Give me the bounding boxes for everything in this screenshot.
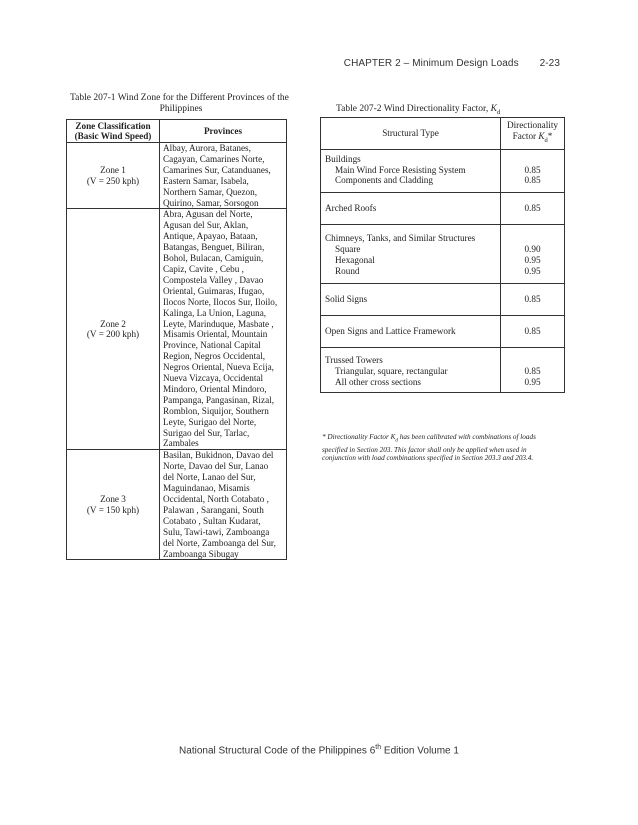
directionality-table-body (321, 149, 565, 392)
footer-superscript: th (375, 744, 382, 751)
provinces-column-header: Provinces (160, 120, 287, 143)
province-line: Norte, Davao del Sur, Lanao (163, 461, 269, 472)
province-line: Surigao del Sur, Tarlac, (163, 427, 250, 438)
zone-label: Zone 2 (100, 318, 126, 329)
table-row (321, 149, 565, 193)
table-header-row (321, 118, 565, 150)
factor-cell (501, 347, 565, 392)
table1-caption-line1: Table 207-1 Wind Zone for the Different Provinces of the (70, 93, 289, 103)
province-line: Negros Oriental, Nueva Ecija, (163, 362, 274, 373)
wind-zone-table-body (67, 143, 287, 560)
factor-value: 0.85 (501, 315, 565, 347)
factor-value: 0.85 (501, 283, 565, 315)
zone-wind-speed: (V = 200 kph) (86, 329, 140, 340)
province-line: Occidental, North Cotabato , (163, 494, 269, 504)
wind-zone-table (66, 119, 287, 560)
province-line: Eastern Samar, Isabela, (163, 175, 249, 186)
factor-value: 0.95 (524, 376, 541, 387)
spacer (505, 355, 560, 366)
structural-type-column-header: Structural Type (321, 118, 501, 150)
footer-text: National Structural Code of the Philippines 6 (179, 745, 376, 757)
structural-type-cell: Open Signs and Lattice Framework (321, 315, 501, 347)
province-line: Northern Samar, Quezon, (163, 186, 258, 197)
province-line: Quirino, Samar, Sorsogon (163, 197, 259, 208)
province-line: Capiz, Cavite , Cebu , (163, 263, 244, 274)
page-footer (0, 744, 638, 756)
page-number: 2-23 (539, 58, 560, 69)
table-row (321, 193, 565, 225)
province-line: del Norte, Zamboanga del Sur, (163, 537, 276, 548)
directionality-factor-table (320, 117, 565, 393)
province-line: Maguindanao, Misamis (163, 483, 250, 494)
item-label: Main Wind Force Resisting System (335, 164, 466, 175)
table-row (321, 315, 565, 347)
table-header-row (67, 120, 287, 143)
province-line: Batangas, Benguet, Biliran, (163, 242, 265, 253)
zone-cell (67, 209, 160, 450)
table1-caption (70, 93, 292, 115)
structural-type-cell (321, 347, 501, 392)
page-header (344, 58, 560, 69)
province-line: Palawan , Sarangani, South (163, 504, 264, 515)
spacer (505, 154, 560, 165)
province-line: Oriental, Guimaras, Ifugao, (163, 285, 265, 296)
zone-wind-speed: (V = 150 kph) (86, 504, 140, 515)
province-line: Agusan del Sur, Aklan, (163, 220, 249, 231)
category-label: Trussed Towers (325, 354, 383, 365)
province-line: Abra, Agusan del Norte, (163, 209, 253, 220)
item-label: Square (335, 244, 361, 255)
spacer (505, 233, 560, 244)
structural-type-cell (321, 225, 501, 284)
provinces-cell (160, 450, 287, 560)
provinces-cell (160, 209, 287, 450)
table-row (67, 209, 287, 450)
province-line: Pampanga, Pangasinan, Rizal, (163, 394, 274, 405)
zone-column-header (67, 120, 160, 143)
factor-value: 0.90 (524, 244, 541, 255)
province-line: Antique, Apayao, Bataan, (163, 231, 258, 242)
factor-header-line2: Factor $K_d*$ (512, 130, 553, 144)
province-line: Romblon, Siquijor, Southern (163, 405, 269, 416)
table-row (67, 143, 287, 209)
province-line: Camarines Sur, Catanduanes, (163, 164, 271, 175)
province-line: Leyte, Marinduque, Masbate , (163, 318, 274, 329)
table-row (321, 225, 565, 284)
category-label: Chimneys, Tanks, and Similar Structures (325, 233, 476, 244)
table-row (321, 283, 565, 315)
province-line: Zamboanga Sibugay (163, 548, 239, 559)
factor-column-header (501, 118, 565, 150)
table1-caption-line2: Philippines (159, 104, 203, 114)
zone-label: Zone 1 (100, 164, 126, 175)
province-line: Cagayan, Camarines Norte, (163, 153, 265, 164)
item-label: Hexagonal (335, 255, 375, 266)
table2-caption-text: Table 207-2 Wind Directionality Factor, $K_d$ (336, 104, 501, 116)
table-row (321, 347, 565, 392)
province-line: Kalinga, La Union, Laguna, (163, 307, 267, 318)
item-label: Components and Cladding (335, 175, 433, 186)
table2-footnote: * Directionality Factor $K_d$ has been calibrated with combinations of loads specified in Section 203. This factor shall only be applied when used in conjunction with load combinations specified in Section 203.3 and 203.4. (322, 433, 536, 463)
structural-type-cell (321, 149, 501, 193)
factor-value: 0.95 (524, 266, 541, 277)
province-line: Bohol, Bulacan, Camiguin, (163, 253, 264, 264)
province-line: Cotabato , Sultan Kudarat, (163, 515, 261, 526)
factor-cell (501, 225, 565, 284)
province-line: del Norte, Lanao del Sur, (163, 472, 256, 483)
zone-cell (67, 450, 160, 560)
province-line: Albay, Aurora, Batanes, (163, 143, 251, 153)
chapter-title: CHAPTER 2 – Minimum Design Loads (343, 58, 519, 69)
footer-text-end: Edition Volume 1 (381, 745, 459, 757)
province-line: Misamis Oriental, Mountain (163, 329, 268, 340)
province-line: Province, National Capital (163, 340, 261, 351)
table2-caption (336, 104, 500, 116)
province-line: Zambales (163, 438, 199, 449)
zone-wind-speed: (V = 250 kph) (86, 175, 140, 186)
province-line: Nueva Vizcaya, Occidental (163, 373, 264, 384)
item-label: All other cross sections (335, 376, 421, 387)
category-label: Buildings (325, 153, 361, 164)
item-label: Triangular, square, rectangular (335, 365, 448, 376)
province-line: Mindoro, Oriental Mindoro, (163, 383, 267, 394)
factor-cell (501, 149, 565, 193)
province-line: Region, Negros Occidental, (163, 351, 266, 362)
factor-value: 0.95 (524, 255, 541, 266)
zone-cell (67, 143, 160, 209)
province-line: Compostela Valley , Davao (163, 274, 264, 285)
factor-value: 0.85 (524, 164, 541, 175)
factor-header-line1: Directionality (506, 120, 559, 130)
table-row (67, 450, 287, 560)
province-line: Sulu, Tawi-tawi, Zamboanga (163, 526, 270, 537)
structural-type-cell: Solid Signs (321, 283, 501, 315)
zone-label: Zone 3 (100, 494, 126, 504)
province-line: Leyte, Surigao del Norte, (163, 416, 257, 427)
province-line: Ilocos Norte, Ilocos Sur, Iloilo, (163, 296, 278, 307)
factor-value: 0.85 (524, 175, 541, 186)
provinces-cell (160, 143, 287, 209)
zone-header-line2: (Basic Wind Speed) (74, 131, 152, 141)
factor-value: 0.85 (501, 193, 565, 225)
item-label: Round (335, 266, 360, 277)
factor-value: 0.85 (524, 365, 541, 376)
structural-type-cell: Arched Roofs (321, 193, 501, 225)
province-line: Basilan, Bukidnon, Davao del (163, 450, 274, 461)
zone-header-line1: Zone Classification (75, 121, 151, 131)
